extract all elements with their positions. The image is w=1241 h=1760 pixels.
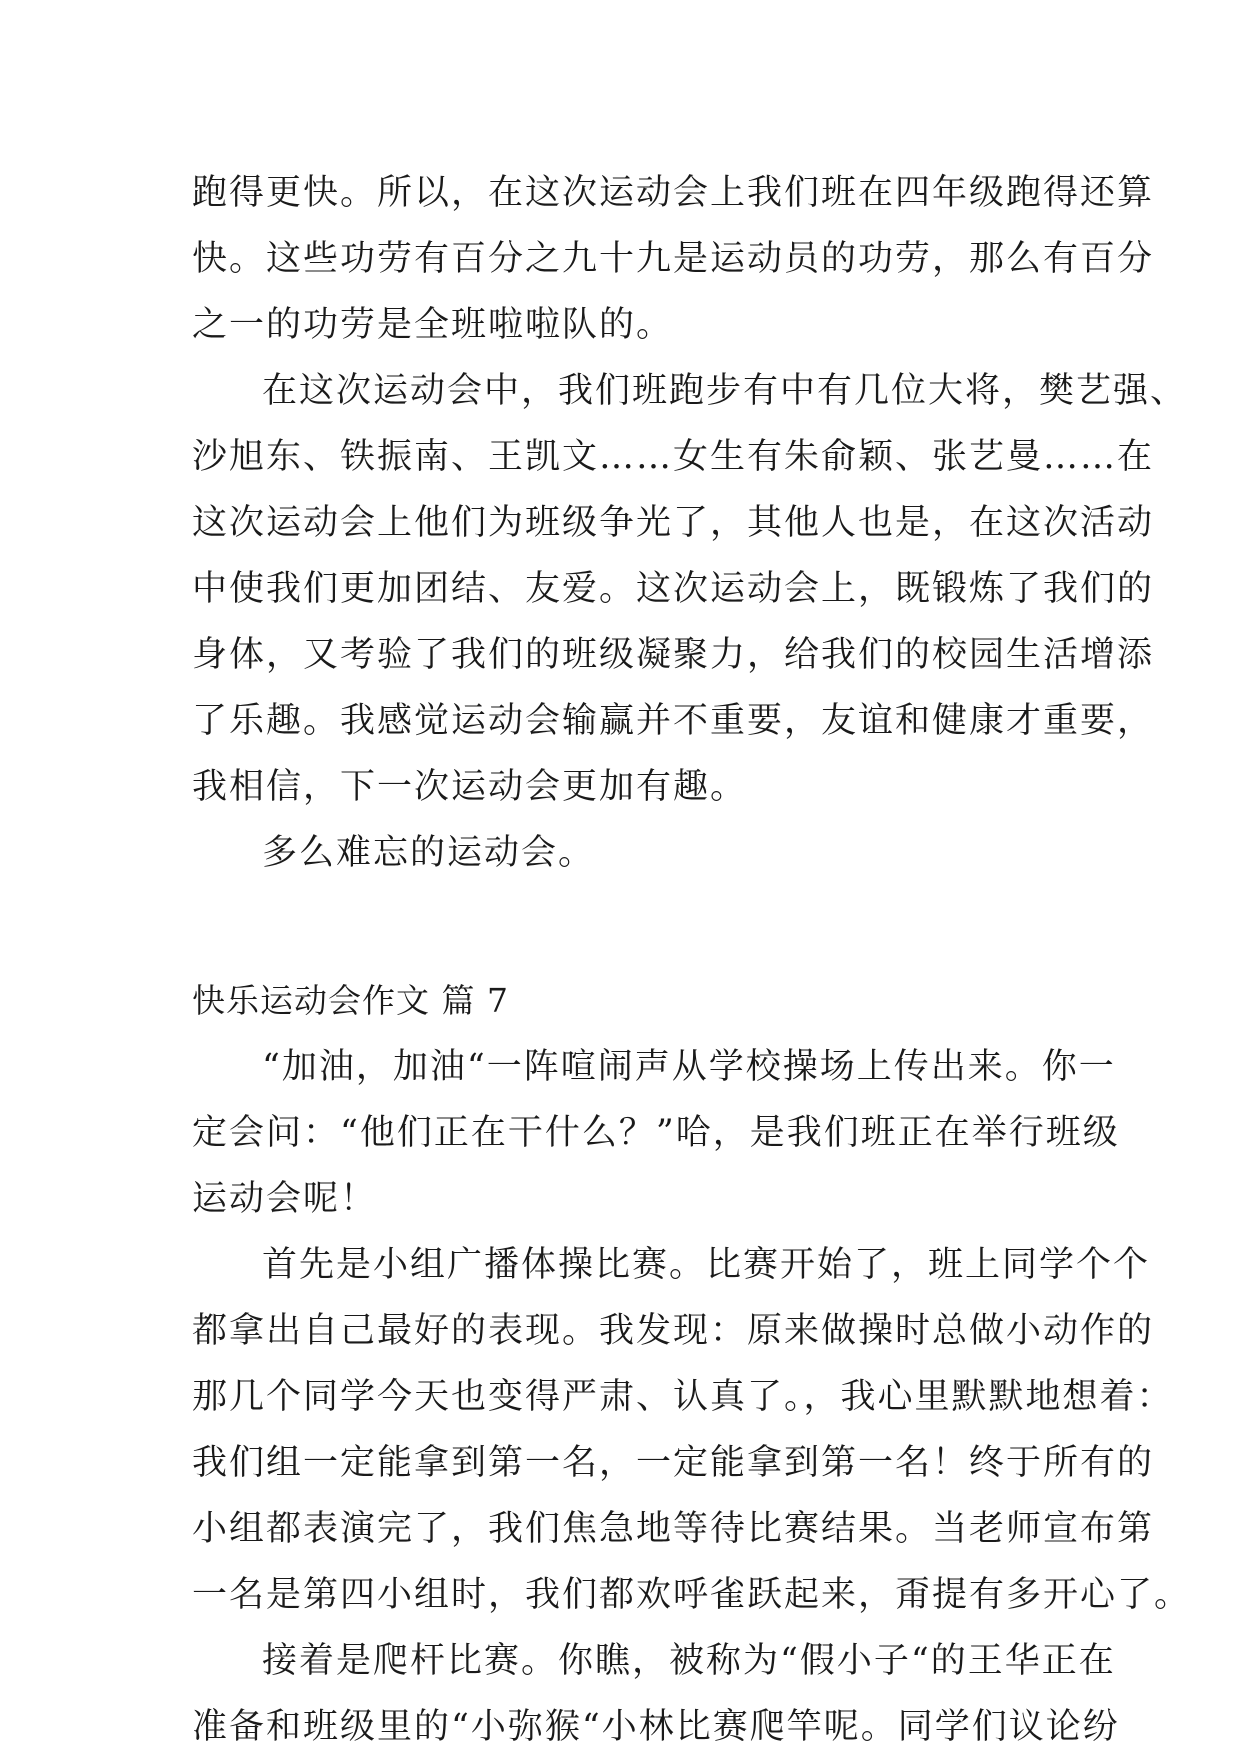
text-line: 首先是小组广播体操比赛。比赛开始了，班上同学个个 — [262, 1245, 1151, 1285]
text-line: 一名是第四小组时，我们都欢呼雀跃起来，甭提有多开心了。 — [192, 1575, 1192, 1615]
text-line: 跑得更快。所以，在这次运动会上我们班在四年级跑得还算 — [192, 173, 1155, 213]
text-line: 中使我们更加团结、友爱。这次运动会上，既锻炼了我们的 — [192, 569, 1155, 609]
text-line: 准备和班级里的“小弥猴“小林比赛爬竿呢。同学们议论纷 — [192, 1707, 1120, 1747]
text-line: 定会问：“他们正在干什么？”哈，是我们班正在举行班级 — [192, 1113, 1120, 1153]
text-line: “加油，加油“一阵喧闹声从学校操场上传出来。你一 — [262, 1047, 1116, 1087]
text-line: 多么难忘的运动会。 — [262, 833, 596, 873]
text-line: 小组都表演完了，我们焦急地等待比赛结果。当老师宣布第 — [192, 1509, 1155, 1549]
text-line: 沙旭东、铁振南、王凯文……女生有朱俞颖、张艺曼……在 — [192, 437, 1155, 477]
text-line: 在这次运动会中，我们班跑步有中有几位大将，樊艺强、 — [262, 371, 1188, 411]
text-line: 身体，又考验了我们的班级凝聚力，给我们的校园生活增添 — [192, 635, 1155, 675]
text-line: 快。这些功劳有百分之九十九是运动员的功劳，那么有百分 — [192, 239, 1155, 279]
text-line: 这次运动会上他们为班级争光了，其他人也是，在这次活动 — [192, 503, 1155, 543]
section-gap — [192, 886, 1072, 968]
text-line: 我们组一定能拿到第一名，一定能拿到第一名！终于所有的 — [192, 1443, 1155, 1483]
text-line: 运动会呢！ — [192, 1179, 378, 1219]
text-line: 之一的功劳是全班啦啦队的。 — [192, 305, 674, 345]
text-line: 了乐趣。我感觉运动会输赢并不重要，友谊和健康才重要， — [192, 701, 1155, 741]
text-line: 都拿出自己最好的表现。我发现：原来做操时总做小动作的 — [192, 1311, 1155, 1351]
text-line: 那几个同学今天也变得严肃、认真了。，我心里默默地想着： — [192, 1377, 1174, 1417]
section-heading: 快乐运动会作文 篇 7 — [192, 981, 509, 1020]
document-body — [192, 160, 1192, 1760]
text-line: 我相信，下一次运动会更加有趣。 — [192, 767, 748, 807]
text-line: 接着是爬杆比赛。你瞧，被称为“假小子“的王华正在 — [262, 1641, 1116, 1681]
